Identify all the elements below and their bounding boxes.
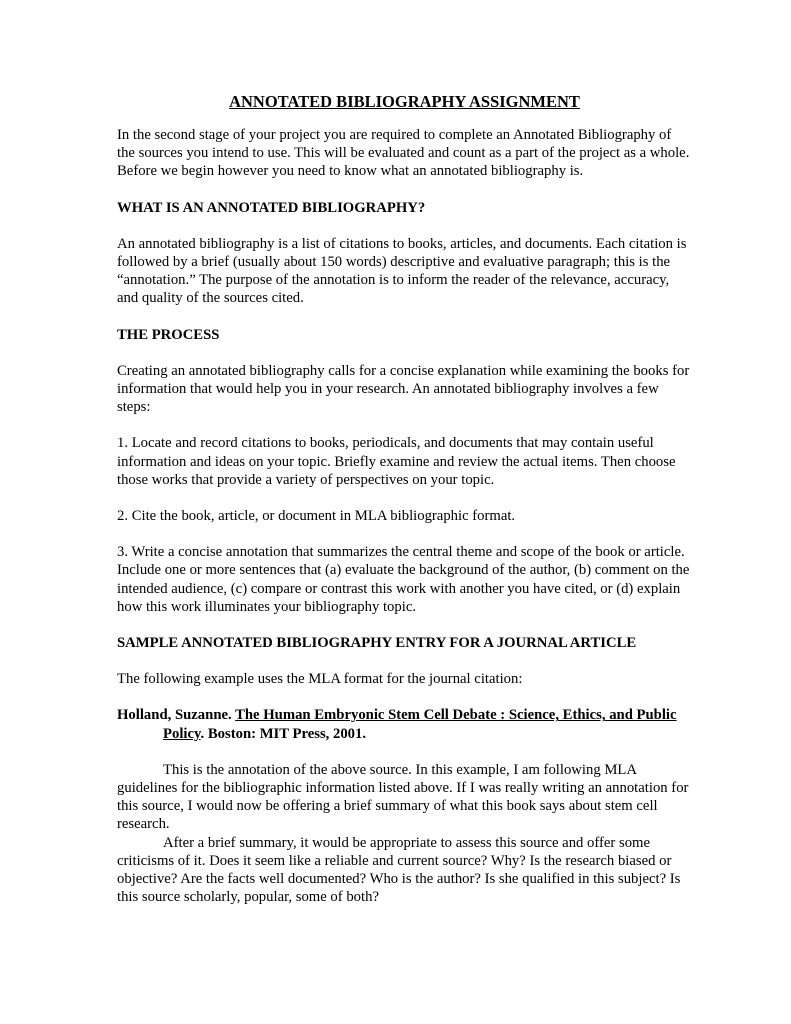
- process-paragraph: Creating an annotated bibliography calls for a concise explanation while examining the books for information that would help you in your research. An annotated bibliography involves a few steps:: [117, 362, 690, 416]
- section-heading-what-is: WHAT IS AN ANNOTATED BIBLIOGRAPHY?: [117, 199, 426, 216]
- annotation-paragraph-2: After a brief summary, it would be appropriate to assess this source and offer some criticisms of it. Does it seem like a reliable and current source? Why? Is the research biased or objective? Are the facts well documented? Who is the author? Is she qualified in this subject? Is this source scholarly, popular, some of both?: [117, 834, 681, 906]
- sample-citation: [117, 706, 692, 742]
- intro-paragraph: In the second stage of your project you are required to complete an Annotated Bibliography of the sources you intend to use. This will be evaluated and count as a part of the project as a whole. Before we begin however you need to know what an annotated bibliography is.: [117, 127, 690, 180]
- citation-publisher: . Boston: MIT Press, 2001.: [200, 725, 367, 742]
- what-is-paragraph: An annotated bibliography is a list of citations to books, articles, and documents. Each citation is followed by a brief (usually about 150 words) descriptive and evaluative paragraph; this is the “annotation.” The purpose of the annotation is to inform the reader of the relevance, accuracy, and quality of the sources cited.: [117, 235, 687, 307]
- sample-intro: The following example uses the MLA format for the journal citation:: [117, 671, 523, 688]
- process-step-3: 3. Write a concise annotation that summarizes the central theme and scope of the book or article. Include one or more sentences that (a) evaluate the background of the author, (b) comment on the intended audience, (c) compare or contrast this work with another you have cited, or (d) explain how this work illuminates your bibliography topic.: [117, 544, 690, 615]
- process-step-2: 2. Cite the book, article, or document in MLA bibliographic format.: [117, 508, 516, 525]
- section-heading-sample: SAMPLE ANNOTATED BIBLIOGRAPHY ENTRY FOR A JOURNAL ARTICLE: [117, 635, 637, 652]
- page-title: ANNOTATED BIBLIOGRAPHY ASSIGNMENT: [229, 92, 580, 111]
- citation-work-title: The Human Embryonic Stem Cell Debate : Science, Ethics, and Public Policy: [163, 707, 677, 742]
- process-step-1: 1. Locate and record citations to books, periodicals, and documents that may contain useful information and ideas on your topic. Briefly examine and review the actual items. Then choose those works that provide a variety of perspectives on your topic.: [117, 435, 676, 488]
- citation-author: Holland, Suzanne.: [117, 707, 236, 724]
- annotation-paragraph-1: This is the annotation of the above source. In this example, I am following MLA guidelines for the bibliographic information listed above. If I was really writing an annotation for this source, I would now be offering a brief summary of what this book says about stem cell research.: [117, 761, 689, 833]
- document-page: [117, 92, 692, 907]
- section-heading-process: THE PROCESS: [117, 326, 220, 343]
